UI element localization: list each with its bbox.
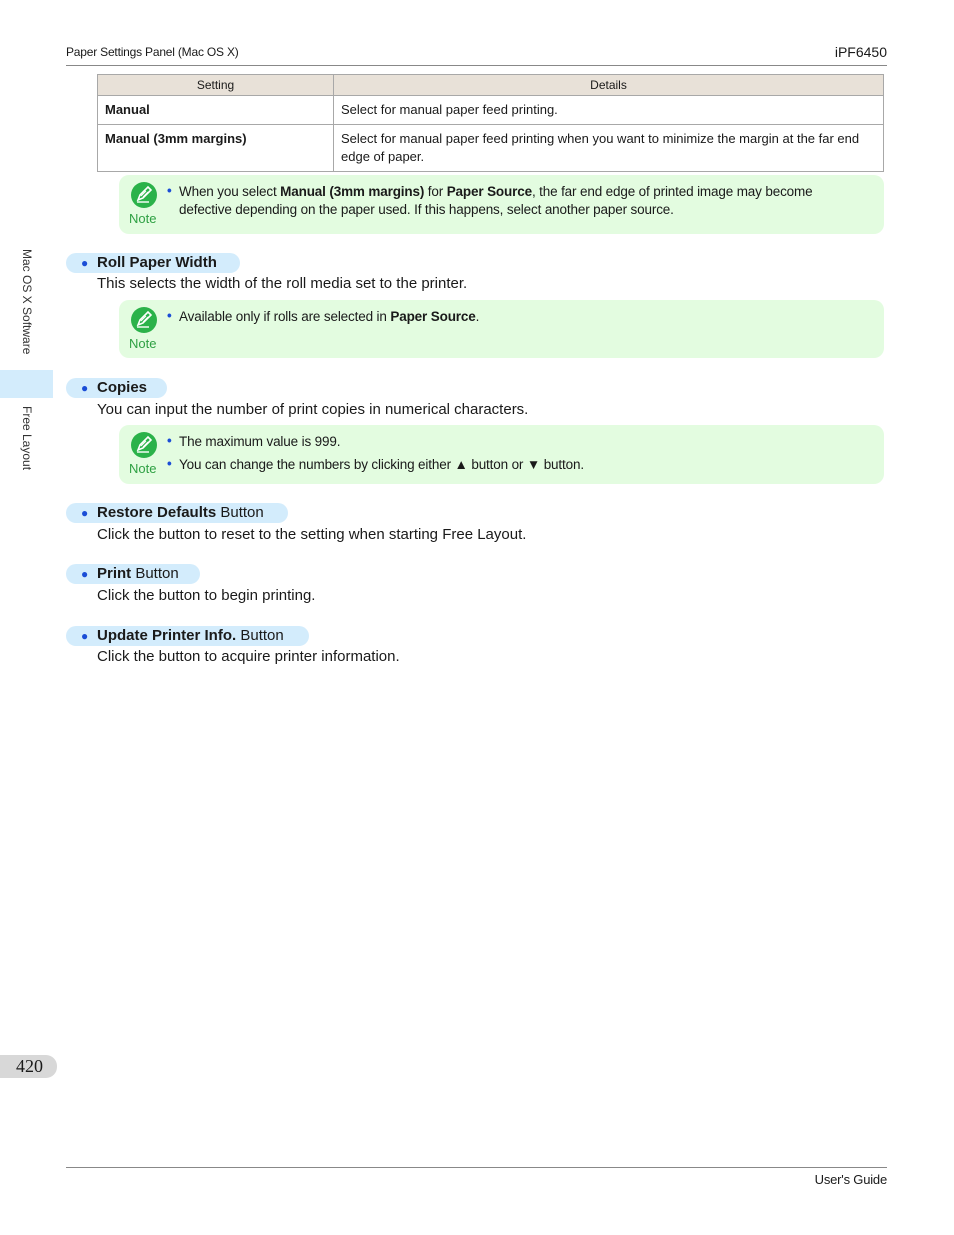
table-header-row (98, 75, 884, 96)
bullet-icon: ● (81, 629, 89, 643)
note-label: Note (129, 211, 157, 226)
bullet-icon: ● (81, 381, 89, 395)
note-pencil-icon (131, 307, 157, 333)
page-header-right: iPF6450 (834, 44, 887, 60)
note-box (119, 300, 884, 358)
section-heading-restore-defaults: ● Restore Defaults Button (66, 503, 288, 523)
footer-divider (66, 1167, 887, 1168)
side-tab-free-layout[interactable]: Free Layout (20, 406, 34, 471)
section-heading-roll-paper-width: ● Roll Paper Width (66, 253, 240, 273)
section-heading-print: ● Print Button (66, 564, 200, 584)
note-item: • When you select Manual (3mm margins) for Paper Source, the far end edge of printed image may become defective depending on the paper used. If this happens, select another paper source. (167, 183, 813, 217)
column-header-details: Details (334, 75, 884, 96)
setting-cell: Manual (3mm margins) (98, 125, 334, 172)
section-heading-update-printer-info: ● Update Printer Info. Button (66, 626, 309, 646)
note-pencil-icon (131, 432, 157, 458)
bullet-icon: ● (81, 256, 89, 270)
bullet-icon: ● (81, 567, 89, 581)
note-item: • The maximum value is 999. (167, 433, 341, 449)
setting-cell: Manual (98, 96, 334, 125)
note-item: • You can change the numbers by clicking either ▲ button or ▼ button. (167, 456, 584, 472)
details-cell: Select for manual paper feed printing when you want to minimize the margin at the far end edge of paper. (334, 125, 884, 172)
bullet-icon: ● (81, 506, 89, 520)
note-pencil-icon (131, 182, 157, 208)
note-label: Note (129, 336, 157, 351)
section-body: Click the button to reset to the setting when starting Free Layout. (97, 526, 527, 543)
note-label: Note (129, 461, 157, 476)
section-body: Click the button to begin printing. (97, 587, 316, 604)
column-header-setting: Setting (98, 75, 334, 96)
note-item: • Available only if rolls are selected in Paper Source. (167, 308, 480, 324)
side-tab-mac-os-x-software[interactable]: Mac OS X Software (20, 249, 34, 355)
section-body: You can input the number of print copies in numerical characters. (97, 401, 529, 418)
page-header-left: Paper Settings Panel (Mac OS X) (66, 45, 239, 59)
section-body: This selects the width of the roll media set to the printer. (97, 275, 468, 292)
details-cell: Select for manual paper feed printing. (334, 96, 884, 125)
section-heading-copies: ● Copies (66, 378, 167, 398)
header-divider (66, 65, 887, 66)
note-list (167, 308, 866, 331)
settings-table (97, 74, 884, 172)
section-body: Click the button to acquire printer information. (97, 648, 400, 665)
footer-text: User's Guide (814, 1172, 887, 1187)
page-number: 420 (0, 1055, 57, 1078)
side-tab-active-marker (0, 370, 53, 398)
note-list (167, 433, 866, 479)
note-box (119, 175, 884, 234)
note-list (167, 183, 866, 224)
table-row (98, 96, 884, 125)
note-box (119, 425, 884, 484)
table-row (98, 125, 884, 172)
